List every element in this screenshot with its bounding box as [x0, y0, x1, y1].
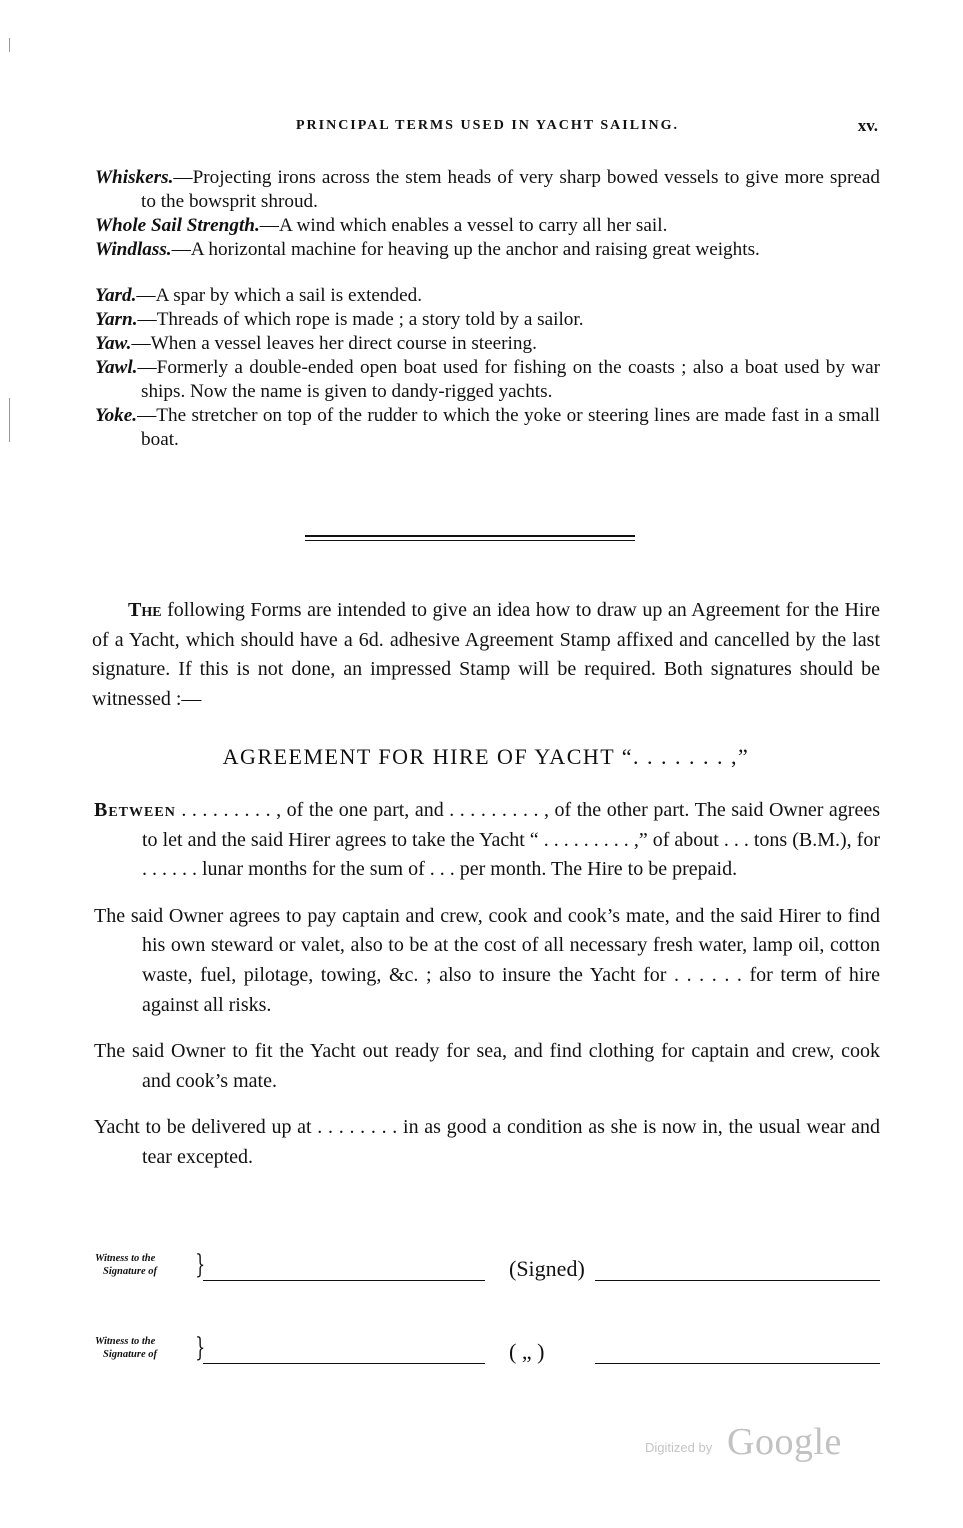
watermark-prefix: Digitized by [645, 1440, 713, 1455]
glossary-term: Yawl. [95, 357, 138, 378]
google-logo: Google [727, 1421, 842, 1463]
clause-text: . . . . . . . . . , of the one part, and . . . . . . . . . , of the other part. The said Owner agrees to let and the said Hirer agrees to take the Yacht “ . . . . . . . . . ,” of about . . . tons (B.M.), for . . . . . . lunar months for the sum of . . . per month. The Hire to be prepaid. [142, 799, 880, 881]
glossary-entry [95, 332, 880, 356]
witness-caption [95, 1252, 195, 1278]
witness-caption-line: Signature of [103, 1266, 157, 1277]
glossary-definition: —A horizontal machine for heaving up the anchor and raising great weights. [171, 239, 760, 260]
witness-caption-line: Signature of [103, 1349, 157, 1360]
glossary-entry [95, 238, 880, 262]
brace-glyph: } [195, 1333, 206, 1363]
divider-thin-rule [305, 540, 635, 541]
glossary-term: Yard. [95, 285, 137, 306]
agreement-title: AGREEMENT FOR HIRE OF YACHT “. . . . . . . ,” [222, 744, 750, 769]
glossary-term: Whole Sail Strength. [95, 215, 260, 236]
signed-label: (Signed) [509, 1256, 585, 1281]
clause-text: The said Owner agrees to pay captain and crew, cook and cook’s mate, and the said Hirer to find his own steward or valet, also to be at the cost of all necessary fresh water, lamp oil, cotton waste, fuel, pilotage, towing, &c. ; also to insure the Yacht for . . . . . . for term of hire against all risks. [94, 904, 880, 1016]
intro-paragraph [92, 596, 880, 714]
agreement-clause [94, 902, 880, 1020]
signature-row [95, 1335, 883, 1375]
glossary-term: Yaw. [95, 333, 132, 354]
glossary-section [95, 166, 880, 452]
glossary-definition: —A spar by which a sail is extended. [136, 285, 423, 306]
digitization-watermark [645, 1420, 845, 1464]
glossary-gap [95, 262, 880, 284]
witness-signature-line [203, 1363, 485, 1364]
glossary-entry [95, 404, 880, 452]
ditto-label: ( „ ) [509, 1339, 545, 1364]
divider-thick-rule [305, 535, 635, 537]
agreement-clause [94, 1113, 880, 1172]
clause-lead-word: Between [94, 799, 176, 821]
page-number: xv. [857, 116, 878, 135]
glossary-entry [95, 214, 880, 238]
glossary-term: Windlass. [95, 239, 172, 260]
glossary-definition: —When a vessel leaves her direct course in steering. [131, 333, 537, 354]
clause-text: The said Owner to fit the Yacht out ready for sea, and find clothing for captain and crew, cook and cook’s mate. [94, 1040, 880, 1092]
agreement-clause [94, 1037, 880, 1096]
glossary-definition: —Threads of which rope is made ; a story told by a sailor. [137, 309, 584, 330]
glossary-definition: —Projecting irons across the stem heads of very sharp bowed vessels to give more spread to the bowsprit shroud. [141, 167, 880, 212]
section-divider [305, 535, 635, 541]
glossary-term: Whiskers. [95, 167, 174, 188]
intro-text: following Forms are intended to give an idea how to draw up an Agreement for the Hire of a Yacht, which should have a 6d. adhesive Agreement Stamp affixed and cancelled by the last signature. If this is not done, an impressed Stamp will be required. Both signatures should be witnessed :— [92, 599, 880, 710]
glossary-entry [95, 284, 880, 308]
agreement-clause [94, 796, 880, 885]
clause-text: Yacht to be delivered up at . . . . . . . . in as good a condition as she is now in, the usual wear and tear excepted. [94, 1116, 880, 1168]
running-head [95, 118, 880, 140]
glossary-term: Yarn. [95, 309, 138, 330]
witness-caption-line: Witness to the [95, 1336, 156, 1347]
scan-margin-mark [9, 38, 10, 52]
agreement-clauses [94, 796, 880, 1190]
scan-margin-mark [9, 398, 10, 442]
signature-line [595, 1280, 880, 1281]
brace-glyph: } [195, 1250, 206, 1280]
glossary-entry [95, 166, 880, 214]
witness-signature-line [203, 1280, 485, 1281]
glossary-definition: —A wind which enables a vessel to carry all her sail. [259, 215, 668, 236]
running-head-title: PRINCIPAL TERMS USED IN YACHT SAILING. [295, 118, 680, 133]
intro-lead-word: The [128, 599, 162, 621]
witness-caption-line: Witness to the [95, 1253, 156, 1264]
glossary-entry [95, 356, 880, 404]
glossary-term: Yoke. [95, 405, 138, 426]
glossary-entry [95, 308, 880, 332]
signature-row [95, 1252, 883, 1292]
witness-caption [95, 1335, 195, 1361]
signature-line [595, 1363, 880, 1364]
glossary-definition: —Formerly a double-ended open boat used for fishing on the coasts ; also a boat used by war ships. Now the name is given to dandy-rigged yachts. [137, 357, 880, 402]
glossary-definition: —The stretcher on top of the rudder to which the yoke or steering lines are made fast in a small boat. [137, 405, 880, 450]
